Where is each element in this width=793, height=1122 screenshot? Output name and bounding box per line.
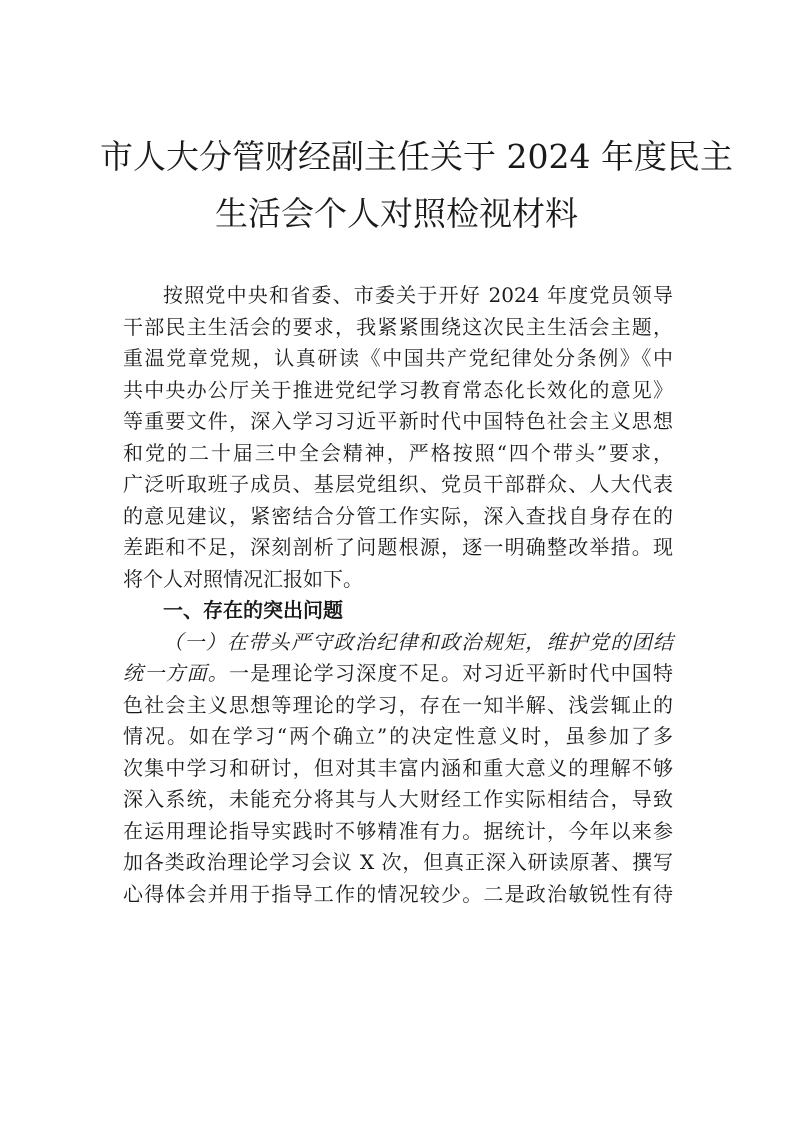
- subsection-heading-line-1: （一）在带头严守政治纪律和政治规矩，维护党的团结: [163, 630, 673, 654]
- body-line-start: 一是理论学习深度不足。对习近平新时代中国特: [229, 661, 673, 685]
- document-title-line-2: 生活会个人对照检视材料: [215, 194, 578, 233]
- intro-line-5: 等重要文件，深入学习习近平新时代中国特色社会主义思想: [123, 409, 673, 433]
- section-heading-1: 一、存在的突出问题: [163, 598, 343, 622]
- document-title-line-1: 市人大分管财经副主任关于 2024 年度民主: [100, 137, 733, 176]
- body-line-1: 色社会主义思想等理论的学习，存在一知半解、浅尝辄止的: [123, 693, 673, 717]
- intro-line-6: 和党的二十届三中全会精神，严格按照“四个带头”要求，: [123, 441, 673, 465]
- subsection-heading-tail: 统一方面。: [123, 661, 229, 685]
- body-line-2: 情况。如在学习“两个确立”的决定性意义时，虽参加了多: [123, 724, 673, 748]
- body-line-6: 加各类政治理论学习会议 X 次，但真正深入研读原著、撰写: [123, 850, 673, 874]
- body-line-3: 次集中学习和研讨，但对其丰富内涵和重大意义的理解不够: [123, 756, 673, 780]
- intro-line-10: 将个人对照情况汇报如下。: [123, 567, 363, 591]
- intro-line-2: 干部民主生活会的要求，我紧紧围绕这次民主生活会主题，: [123, 315, 673, 339]
- intro-line-9: 差距和不足，深刻剖析了问题根源，逐一明确整改举措。现: [123, 535, 673, 559]
- body-line-7: 心得体会并用于指导工作的情况较少。二是政治敏锐性有待: [123, 882, 673, 906]
- intro-line-4: 共中央办公厅关于推进党纪学习教育常态化长效化的意见》: [123, 378, 673, 402]
- body-line-5: 在运用理论指导实践时不够精准有力。据统计，今年以来参: [123, 819, 673, 843]
- intro-line-8: 的意见建议，紧密结合分管工作实际，深入查找自身存在的: [123, 504, 673, 528]
- subsection-heading-line-2: [123, 661, 673, 685]
- intro-line-3: 重温党章党规，认真研读《中国共产党纪律处分条例》《中: [123, 346, 673, 370]
- body-line-4: 深入系统，未能充分将其与人大财经工作实际相结合，导致: [123, 787, 673, 811]
- intro-line-1: 按照党中央和省委、市委关于开好 2024 年度党员领导: [163, 283, 673, 307]
- intro-line-7: 广泛听取班子成员、基层党组织、党员干部群众、人大代表: [123, 472, 673, 496]
